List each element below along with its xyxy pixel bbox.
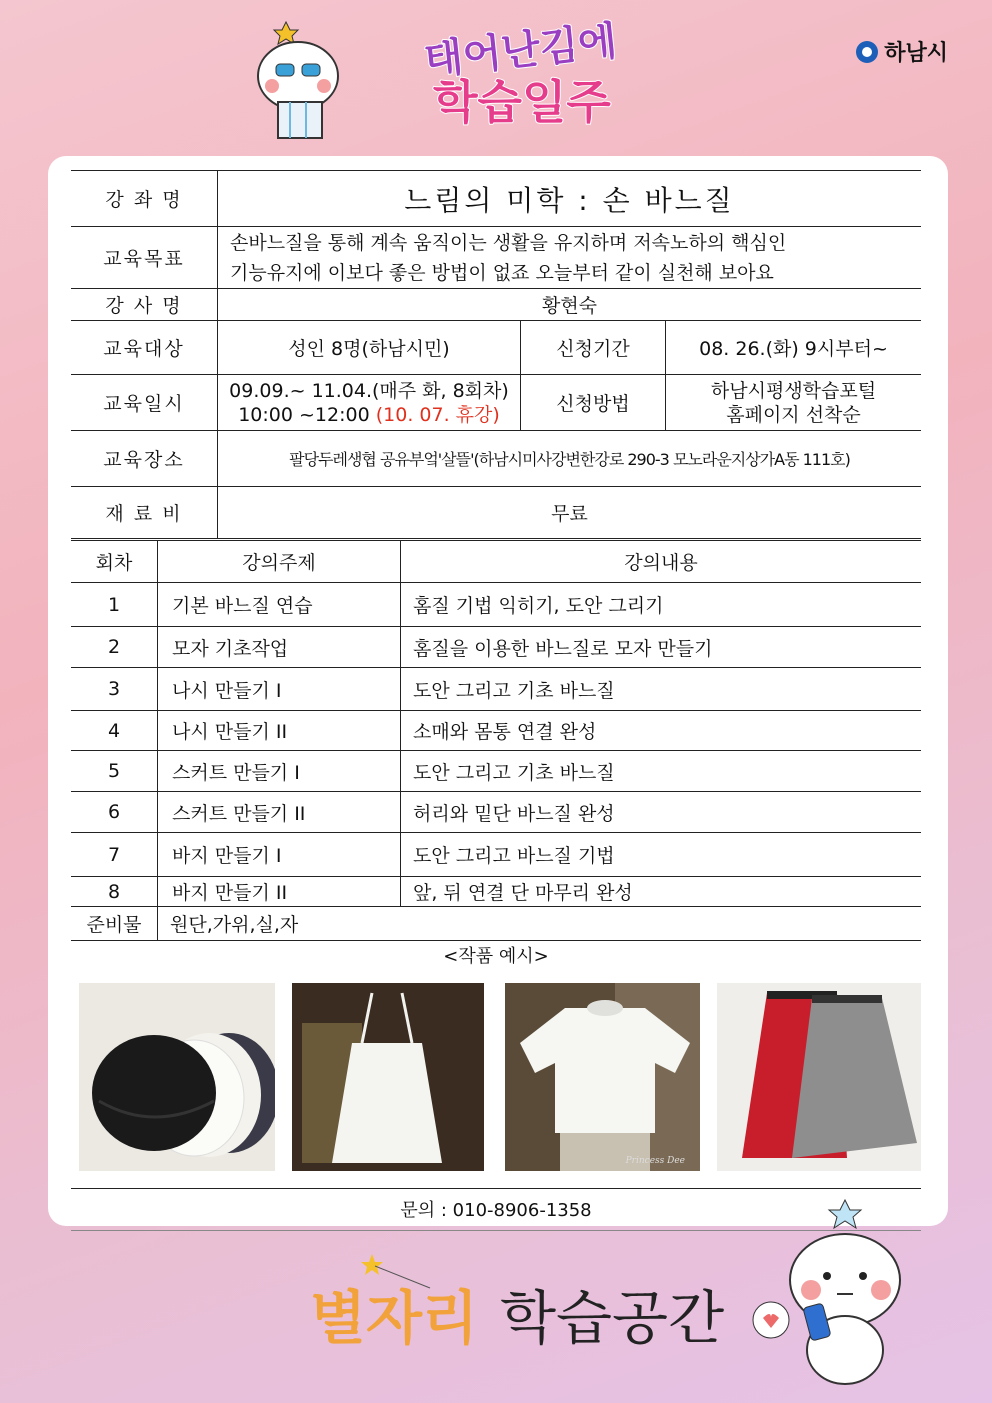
course-title: 느림의 미학 : 손 바느질: [218, 171, 922, 227]
materials-value: 원단,가위,실,자: [158, 907, 922, 941]
schedule-time: 10:00 ~12:00: [238, 403, 370, 426]
instructor-label: 강 사 명: [71, 289, 218, 321]
header-topic: 강의주제: [158, 541, 401, 583]
instructor-name: 황현숙: [218, 289, 922, 321]
table-row: [71, 877, 921, 907]
session-topic: 스커트 만들기 II: [158, 792, 401, 833]
session-topic: 기본 바느질 연습: [158, 583, 401, 627]
apply-method-line-2: 홈페이지 선착순: [726, 403, 861, 426]
schedule-value: [218, 375, 521, 431]
hanam-logo-icon: [856, 41, 878, 63]
photo-linen-blouse: [505, 983, 700, 1171]
hanam-city-logo: [856, 36, 948, 67]
examples-caption: <작품 예시>: [443, 946, 549, 967]
header-session-no: 회차: [71, 541, 158, 583]
course-info-table: [71, 170, 921, 539]
session-no: 7: [71, 833, 158, 877]
session-content: 허리와 밑단 바느질 완성: [401, 792, 922, 833]
place-value: 팔당두레생협 공유부엌'살뜰'(하남시미사강변한강로 290-3 모노라운지상가A동 111호): [218, 431, 922, 487]
place-label: 교육장소: [71, 431, 218, 487]
photo-signature: Princess Dee: [625, 1156, 685, 1166]
mascot-reading-map-icon: [248, 14, 348, 144]
table-row: [71, 711, 921, 751]
session-topic: 나시 만들기 I: [158, 668, 401, 711]
session-content: 홈질 기법 익히기, 도안 그리기: [401, 583, 922, 627]
session-header-row: [71, 541, 921, 583]
mascot-phone-icon: [745, 1190, 905, 1390]
footer-title-graphic: [300, 1250, 740, 1360]
footer-title-part1: 별자리: [310, 1284, 479, 1352]
session-topic: 바지 만들기 II: [158, 877, 401, 907]
session-content: 앞, 뒤 연결 단 마무리 완성: [401, 877, 922, 907]
table-row: [71, 792, 921, 833]
session-content: 도안 그리고 기초 바느질: [401, 751, 922, 792]
header-content: 강의내용: [401, 541, 922, 583]
header-title-line1: 태어난김에: [422, 18, 620, 85]
schedule-line-2: [218, 403, 520, 427]
apply-method-value: [666, 375, 922, 431]
course-title-label: 강 좌 명: [71, 171, 218, 227]
table-row: [71, 751, 921, 792]
table-row: [71, 668, 921, 711]
contact-info: 문의 : 010-8906-1358: [400, 1200, 592, 1221]
apply-method-line-1: 하남시평생학습포털: [710, 379, 877, 402]
goal-line-2: 기능유지에 이보다 좋은 방법이 없죠 오늘부터 같이 실천해 보아요: [230, 261, 774, 284]
table-row: [71, 833, 921, 877]
session-topic: 바지 만들기 I: [158, 833, 401, 877]
contact-divider: [71, 1188, 921, 1189]
schedule-break-note: (10. 07. 휴강): [375, 403, 500, 426]
footer-title-part2: 학습공간: [500, 1284, 725, 1352]
goal-text: [218, 227, 922, 289]
session-no: 5: [71, 751, 158, 792]
session-content: 홈질을 이용한 바느질로 모자 만들기: [401, 627, 922, 668]
target-label: 교육대상: [71, 321, 218, 375]
session-content: 도안 그리고 바느질 기법: [401, 833, 922, 877]
photo-skirts: [717, 983, 921, 1171]
goal-label: 교육목표: [71, 227, 218, 289]
session-no: 8: [71, 877, 158, 907]
session-topic: 모자 기초작업: [158, 627, 401, 668]
session-content: 도안 그리고 기초 바느질: [401, 668, 922, 711]
target-value: 성인 8명(하남시민): [218, 321, 521, 375]
header-title-graphic: [392, 18, 652, 128]
session-topic: 나시 만들기 II: [158, 711, 401, 751]
photo-bucket-hats: [79, 983, 275, 1171]
session-topic: 스커트 만들기 I: [158, 751, 401, 792]
photo-camisole-top: [292, 983, 484, 1171]
session-no: 4: [71, 711, 158, 751]
session-table: [71, 540, 921, 941]
apply-method-label: 신청방법: [521, 375, 666, 431]
logo-text: 하남시: [884, 41, 948, 66]
fee-value: 무료: [218, 487, 922, 539]
session-content: 소매와 몸통 연결 완성: [401, 711, 922, 751]
schedule-line-1: 09.09.~ 11.04.(매주 화, 8회차): [229, 379, 509, 402]
schedule-label: 교육일시: [71, 375, 218, 431]
apply-period-value: 08. 26.(화) 9시부터~: [666, 321, 922, 375]
session-no: 1: [71, 583, 158, 627]
session-no: 2: [71, 627, 158, 668]
session-no: 6: [71, 792, 158, 833]
apply-period-label: 신청기간: [521, 321, 666, 375]
materials-row: [71, 907, 921, 941]
table-row: [71, 583, 921, 627]
table-row: [71, 627, 921, 668]
fee-label: 재 료 비: [71, 487, 218, 539]
goal-line-1: 손바느질을 통해 계속 움직이는 생활을 유지하며 저속노하의 핵심인: [230, 231, 787, 254]
session-no: 3: [71, 668, 158, 711]
materials-label: 준비물: [71, 907, 158, 941]
header-title-line2: 학습일주: [433, 75, 611, 128]
